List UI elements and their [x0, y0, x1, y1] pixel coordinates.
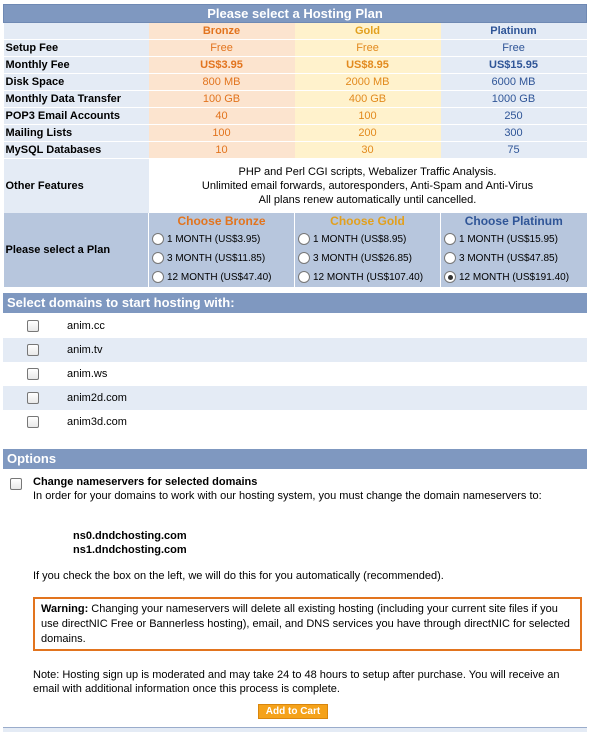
- row-label-monthly: Monthly Fee: [4, 57, 149, 74]
- bottom-divider: [3, 727, 587, 732]
- radio-button[interactable]: [152, 252, 164, 264]
- platinum-mysql: 75: [441, 142, 587, 159]
- row-label-transfer: Monthly Data Transfer: [4, 91, 149, 108]
- bronze-setup: Free: [149, 40, 295, 57]
- domain-row[interactable]: [3, 386, 587, 410]
- radio-button[interactable]: [444, 252, 456, 264]
- domain-name: anim2d.com: [67, 392, 127, 404]
- plan-option[interactable]: 1 MONTH (US$3.95): [149, 230, 294, 249]
- domains-header: Select domains to start hosting with:: [3, 293, 587, 313]
- row-label-mysql: MySQL Databases: [4, 142, 149, 159]
- platinum-disk: 6000 MB: [441, 74, 587, 91]
- platinum-pop3: 250: [441, 108, 587, 125]
- other-features: [149, 159, 587, 213]
- plan-option[interactable]: 12 MONTH (US$47.40): [149, 268, 294, 287]
- gold-disk: 2000 MB: [295, 74, 441, 91]
- gold-monthly: US$8.95: [295, 57, 441, 74]
- plan-option[interactable]: 1 MONTH (US$15.95): [441, 230, 587, 249]
- plan-option[interactable]: 3 MONTH (US$47.85): [441, 249, 587, 268]
- domain-checkbox[interactable]: [27, 320, 39, 332]
- row-label-setup: Setup Fee: [4, 40, 149, 57]
- radio-button[interactable]: [152, 233, 164, 245]
- bronze-pop3: 40: [149, 108, 295, 125]
- radio-button[interactable]: [298, 233, 310, 245]
- add-to-cart-button[interactable]: Add to Cart: [258, 704, 328, 719]
- platinum-transfer: 1000 GB: [441, 91, 587, 108]
- platinum-setup: Free: [441, 40, 587, 57]
- platinum-select-column: [441, 213, 587, 287]
- platinum-monthly: US$15.95: [441, 57, 587, 74]
- choose-platinum-label: Choose Platinum: [464, 213, 563, 228]
- bronze-transfer: 100 GB: [149, 91, 295, 108]
- domain-name: anim.cc: [67, 320, 105, 332]
- gold-mailing: 200: [295, 125, 441, 142]
- radio-button[interactable]: [298, 252, 310, 264]
- plan-name-platinum: Platinum: [441, 23, 587, 40]
- feature-line: Unlimited email forwards, autoresponders, Anti-Spam and Anti-Virus: [201, 179, 534, 192]
- platinum-mailing: 300: [441, 125, 587, 142]
- gold-pop3: 100: [295, 108, 441, 125]
- radio-button[interactable]: [444, 233, 456, 245]
- domain-row[interactable]: [3, 410, 587, 434]
- plan-table-header: Please select a Hosting Plan: [4, 5, 587, 23]
- warning-text: Changing your nameservers will delete all existing hosting (including your current site files if you use directNIC Free or Bannerless hosting), email, and DNS services you have through directNIC for selected domains.: [41, 603, 570, 645]
- plan-option[interactable]: 3 MONTH (US$11.85): [149, 249, 294, 268]
- domain-checkbox[interactable]: [27, 344, 39, 356]
- domain-name: anim.tv: [67, 344, 103, 356]
- moderation-note: Note: Hosting sign up is moderated and may take 24 to 48 hours to setup after purchase. You will receive an email with additional information once this process is complete.: [33, 669, 560, 695]
- plan-option[interactable]: 12 MONTH (US$191.40): [441, 268, 587, 287]
- bronze-monthly: US$3.95: [149, 57, 295, 74]
- row-label-other: Other Features: [4, 159, 149, 213]
- nameserver-1: ns0.dndchosting.com: [73, 530, 187, 542]
- options-header: Options: [3, 449, 587, 469]
- domain-name: anim3d.com: [67, 416, 127, 428]
- plan-option[interactable]: 12 MONTH (US$107.40): [295, 268, 440, 287]
- domain-row[interactable]: [3, 338, 587, 362]
- domain-row[interactable]: [3, 362, 587, 386]
- domain-name: anim.ws: [67, 368, 108, 380]
- domain-checkbox[interactable]: [27, 368, 39, 380]
- auto-change-note: If you check the box on the left, we will do this for you automatically (recommended).: [33, 570, 444, 582]
- choose-bronze-label: Choose Bronze: [177, 213, 266, 228]
- radio-button-selected[interactable]: [444, 271, 456, 283]
- gold-select-column: [295, 213, 441, 287]
- radio-button[interactable]: [298, 271, 310, 283]
- plan-option[interactable]: 3 MONTH (US$26.85): [295, 249, 440, 268]
- bronze-mysql: 10: [149, 142, 295, 159]
- gold-transfer: 400 GB: [295, 91, 441, 108]
- radio-button[interactable]: [152, 271, 164, 283]
- plan-option[interactable]: 1 MONTH (US$8.95): [295, 230, 440, 249]
- domain-row[interactable]: [3, 314, 587, 338]
- domain-checkbox[interactable]: [27, 416, 39, 428]
- nameserver-2: ns1.dndchosting.com: [73, 544, 187, 556]
- gold-mysql: 30: [295, 142, 441, 159]
- row-label-pop3: POP3 Email Accounts: [4, 108, 149, 125]
- change-nameservers-description: In order for your domains to work with our hosting system, you must change the domain nameservers to:: [33, 490, 542, 502]
- bronze-mailing: 100: [149, 125, 295, 142]
- bronze-select-column: [149, 213, 295, 287]
- row-label-mailing: Mailing Lists: [4, 125, 149, 142]
- feature-line: All plans renew automatically until cancelled.: [258, 193, 477, 206]
- choose-gold-label: Choose Gold: [330, 213, 405, 228]
- bronze-disk: 800 MB: [149, 74, 295, 91]
- plan-name-gold: Gold: [295, 23, 441, 40]
- change-nameservers-title: Change nameservers for selected domains: [33, 476, 258, 488]
- plan-name-bronze: Bronze: [149, 23, 295, 40]
- warning-box: [33, 597, 582, 651]
- hosting-plan-table: [3, 4, 587, 287]
- domain-checkbox[interactable]: [27, 392, 39, 404]
- row-label-select: Please select a Plan: [4, 213, 149, 287]
- warning-label: Warning:: [41, 603, 89, 615]
- change-nameservers-checkbox[interactable]: [10, 478, 22, 490]
- row-label-disk: Disk Space: [4, 74, 149, 91]
- gold-setup: Free: [295, 40, 441, 57]
- feature-line: PHP and Perl CGI scripts, Webalizer Traffic Analysis.: [238, 165, 497, 178]
